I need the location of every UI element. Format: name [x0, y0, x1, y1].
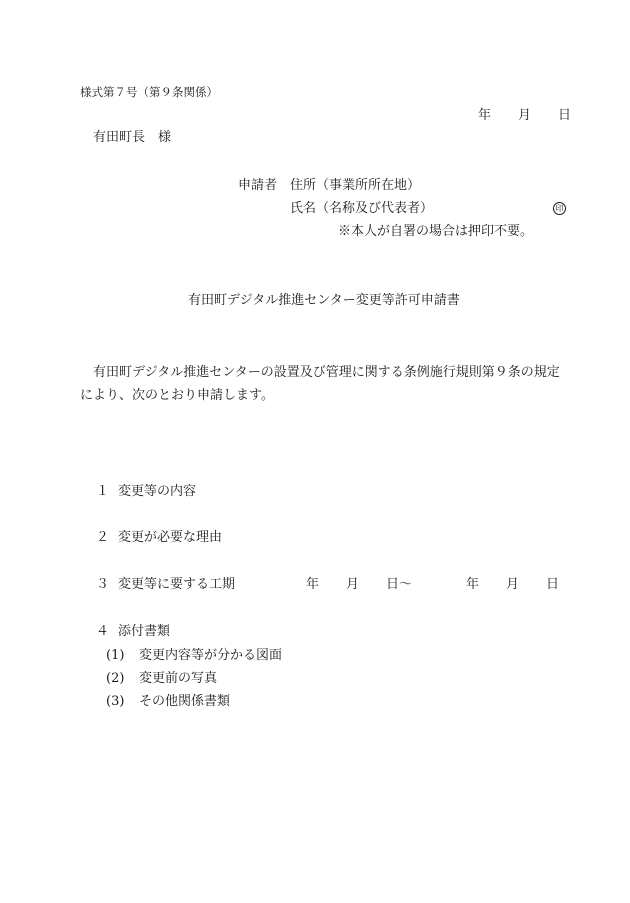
- seal-note: ※本人が自署の場合は押印不要。: [338, 224, 534, 239]
- item-number-1: １: [96, 484, 110, 499]
- period-start-day: 日～: [386, 577, 413, 592]
- addressee: 有田町長 様: [93, 130, 172, 145]
- attachment-number-2: (2): [106, 671, 125, 686]
- period-start-month: 月: [346, 577, 360, 592]
- applicant-label: 申請者: [238, 178, 278, 193]
- item-number-3: ３: [96, 577, 110, 592]
- address-label: 住所（事業所所在地）: [290, 178, 421, 193]
- date-year: 年: [478, 108, 492, 123]
- item-label-3: 変更等に要する工期: [118, 577, 236, 592]
- item-label-2: 変更が必要な理由: [118, 530, 223, 545]
- item-number-4: ４: [96, 624, 110, 639]
- name-label: 氏名（名称及び代表者）: [290, 201, 434, 216]
- attachment-label-3: その他関係書類: [139, 694, 231, 709]
- attachment-label-1: 変更内容等が分かる図面: [139, 648, 283, 663]
- period-end-year: 年: [466, 577, 480, 592]
- item-label-4: 添付書類: [118, 624, 171, 639]
- attachment-label-2: 変更前の写真: [139, 671, 218, 686]
- item-number-2: ２: [96, 530, 110, 545]
- period-end-month: 月: [506, 577, 520, 592]
- date-day: 日: [558, 108, 572, 123]
- document-title: 有田町デジタル推進センター変更等許可申請書: [188, 293, 460, 308]
- body-line-2: により、次のとおり申請します。: [80, 388, 274, 403]
- attachment-number-3: (3): [106, 694, 125, 709]
- form-number: 様式第７号（第９条関係）: [80, 85, 218, 99]
- attachment-number-1: (1): [106, 648, 125, 663]
- body-line-1: 有田町デジタル推進センターの設置及び管理に関する条例施行規則第９条の規定: [93, 365, 560, 380]
- seal-mark: 印: [553, 202, 566, 215]
- item-label-1: 変更等の内容: [118, 484, 197, 499]
- period-start-year: 年: [306, 577, 320, 592]
- period-end-day: 日: [546, 577, 560, 592]
- date-month: 月: [518, 108, 532, 123]
